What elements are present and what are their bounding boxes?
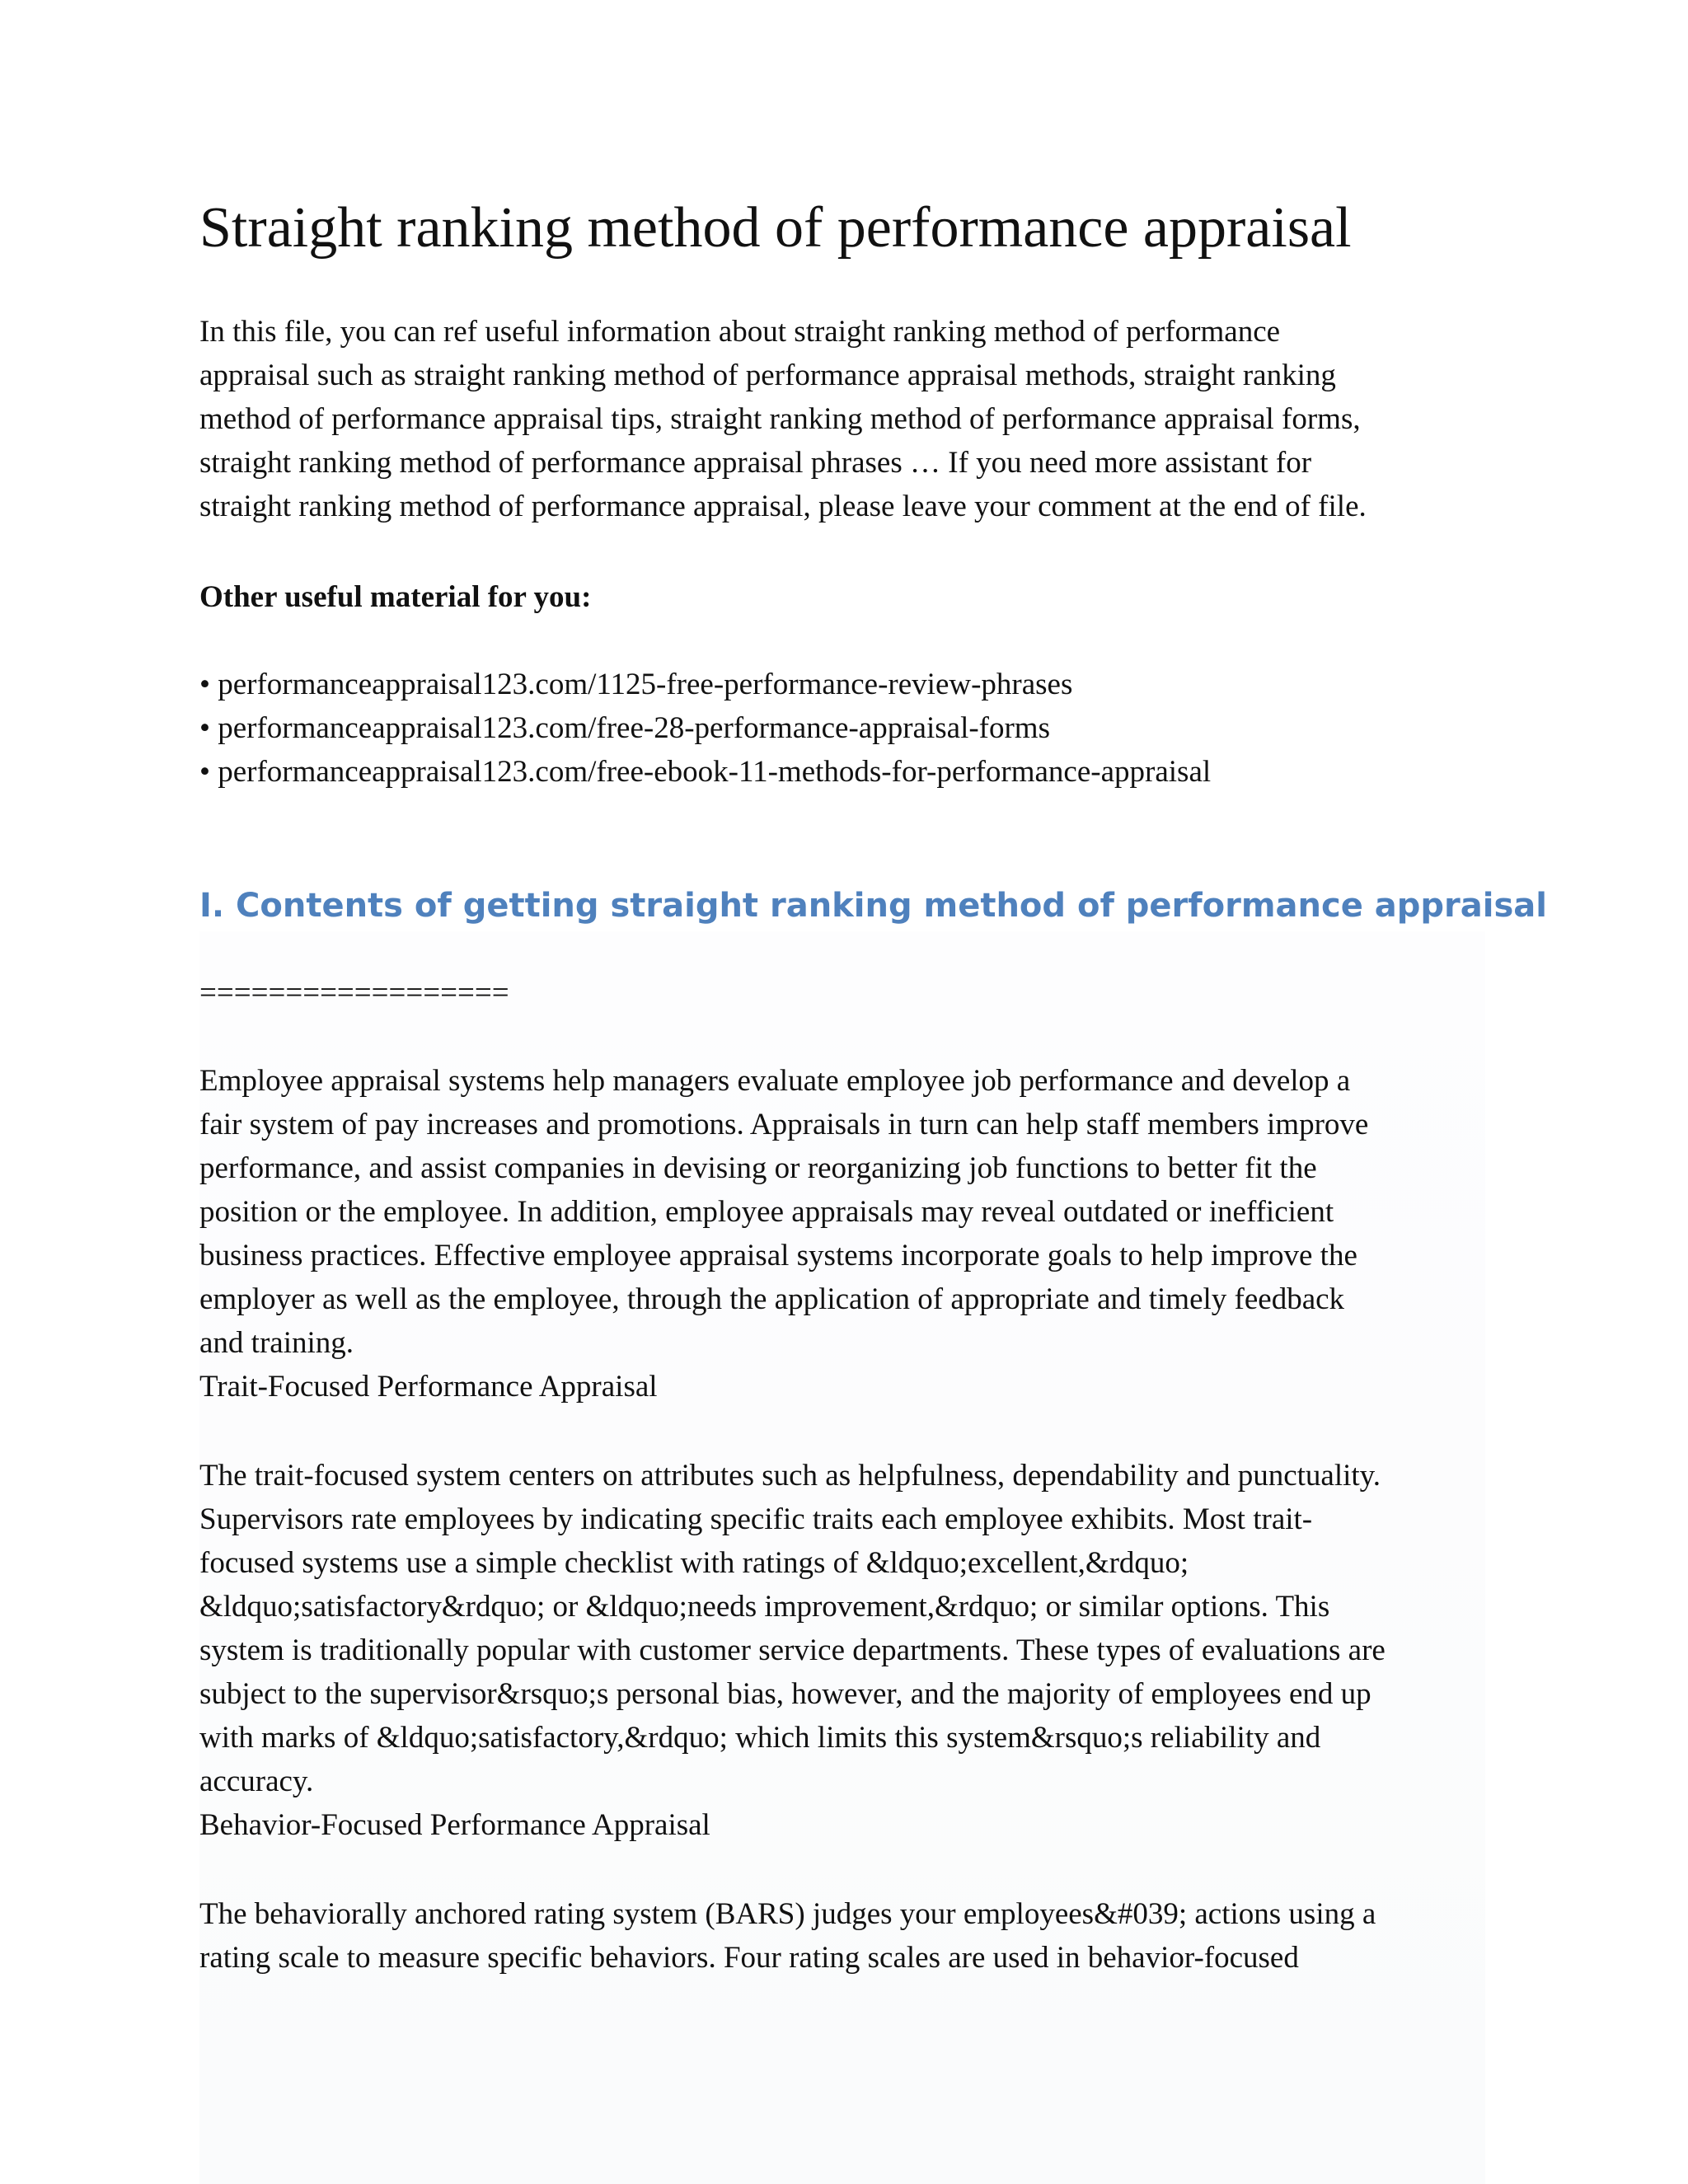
paragraph-line: and training. (199, 1326, 354, 1360)
paragraph-line: position or the employee. In addition, employee appraisals may reveal outdated or inefficient (199, 1195, 1334, 1229)
paragraph-behavior-focused (199, 1892, 1518, 1980)
paragraph-line: accuracy. (199, 1765, 314, 1798)
section-heading: I. Contents of getting straight ranking method of performance appraisal (199, 887, 1547, 925)
paragraph-line: focused systems use a simple checklist with ratings of &ldquo;excellent,&rdquo; (199, 1546, 1189, 1580)
paragraph-line: Supervisors rate employees by indicating specific traits each employee exhibits. Most trait- (199, 1502, 1313, 1536)
intro-line: straight ranking method of performance appraisal phrases … If you need more assistant for (199, 446, 1312, 480)
intro-line: In this file, you can ref useful information about straight ranking method of performance (199, 315, 1281, 349)
paragraph-line: subject to the supervisor&rsquo;s personal bias, however, and the majority of employees end up (199, 1677, 1372, 1711)
useful-material-heading: Other useful material for you: (199, 580, 592, 614)
document-title: Straight ranking method of performance appraisal (199, 196, 1352, 260)
paragraph-trait-focused (199, 1454, 1518, 1847)
paragraph-line: with marks of &ldquo;satisfactory,&rdquo; which limits this system&rsquo;s reliability and (199, 1721, 1321, 1755)
useful-link-item[interactable]: • performanceappraisal123.com/free-ebook-11-methods-for-performance-appraisal (199, 755, 1212, 789)
intro-line: straight ranking method of performance appraisal, please leave your comment at the end of file. (199, 490, 1367, 523)
paragraph-line: &ldquo;satisfactory&rdquo; or &ldquo;needs improvement,&rdquo; or similar options. This (199, 1590, 1330, 1624)
paragraph-line: fair system of pay increases and promotions. Appraisals in turn can help staff members improve (199, 1108, 1369, 1141)
paragraph-line: The trait-focused system centers on attributes such as helpfulness, dependability and punctuality. (199, 1459, 1381, 1493)
paragraph-line: employer as well as the employee, through the application of appropriate and timely feedback (199, 1282, 1345, 1316)
paragraph-line: business practices. Effective employee appraisal systems incorporate goals to help improve the (199, 1239, 1357, 1272)
paragraph-line: system is traditionally popular with customer service departments. These types of evaluations are (199, 1633, 1386, 1667)
intro-line: method of performance appraisal tips, straight ranking method of performance appraisal forms, (199, 402, 1361, 436)
useful-links-list (199, 663, 1518, 794)
subheading-behavior-focused: Behavior-Focused Performance Appraisal (199, 1808, 710, 1842)
useful-link-item[interactable]: • performanceappraisal123.com/free-28-performance-appraisal-forms (199, 711, 1050, 745)
intro-line: appraisal such as straight ranking method of performance appraisal methods, straight ranking (199, 359, 1336, 392)
useful-link-item[interactable]: • performanceappraisal123.com/1125-free-performance-review-phrases (199, 668, 1073, 701)
paragraph-line: rating scale to measure specific behaviors. Four rating scales are used in behavior-focused (199, 1941, 1299, 1975)
paragraph-employee-appraisal (199, 1059, 1518, 1408)
paragraph-line: Employee appraisal systems help managers evaluate employee job performance and develop a (199, 1064, 1351, 1098)
subheading-trait-focused: Trait-Focused Performance Appraisal (199, 1370, 658, 1404)
paragraph-line: The behaviorally anchored rating system (BARS) judges your employees&#039; actions using a (199, 1897, 1376, 1931)
intro-paragraph (199, 310, 1518, 528)
paragraph-line: performance, and assist companies in devising or reorganizing job functions to better fit the (199, 1151, 1317, 1185)
separator-line: ================== (199, 976, 509, 1010)
